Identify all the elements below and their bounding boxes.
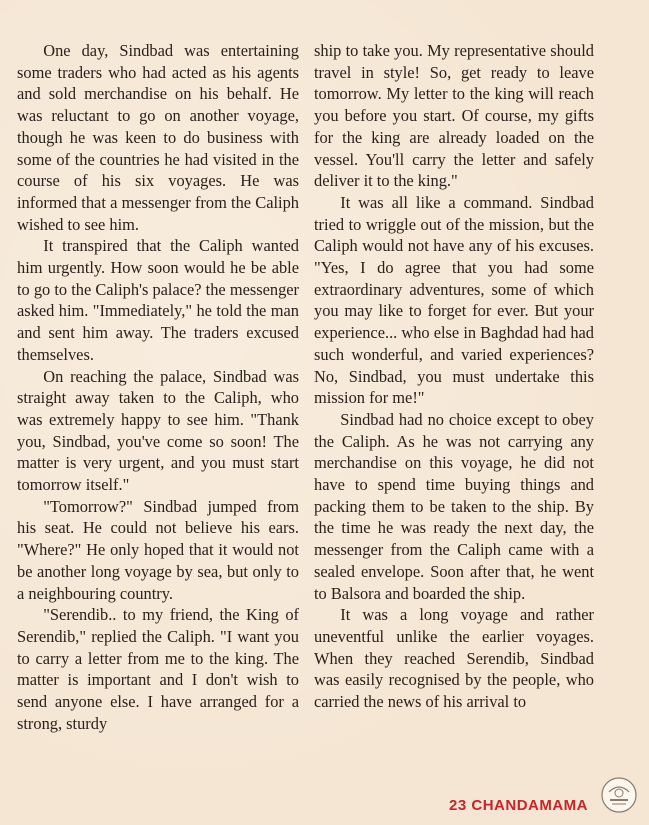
page-footer (449, 797, 588, 814)
paragraph: It was all like a command. Sindbad tried to wriggle out of the mission, but the Caliph would not have any of his excuses. "Yes, I do agree that you had some extraordinary adventures, some of which you may like to forget for ever. But your experience... who else in Baghdad had had such wonderful, and varied experiences? No, Sindbad, you must undertake this mission for me!" (314, 192, 594, 408)
paragraph: Sindbad had no choice except to obey the Caliph. As he was not carrying any merchandise on this voyage, he did not have to spend time buying things and packing them to be taken to the ship. By the time he was ready the next day, the messenger from the Caliph came with a sealed envelope. Soon after that, he went to Balsora and boarded the ship. (314, 409, 594, 603)
paragraph: One day, Sindbad was entertaining some traders who had acted as his agents and sold merchandise on his behalf. He was reluctant to go on another voyage, though he was keen to do business with some of the countries he had visited in the course of his six voyages. He was informed that a messenger from the Caliph wished to see him. (17, 41, 299, 234)
paragraph: ship to take you. My representative should travel in style! So, get ready to leave tomorrow. My letter to the king will reach you before you start. Of course, my gifts for the king are already loaded on the vessel. You'll carry the letter and safely deliver it to the king." (314, 41, 594, 191)
paragraph: It was a long voyage and rather uneventful unlike the earlier voyages. When they reached Serendib, Sindbad was easily recognised by the people, who carried the news of his arrival to (314, 605, 594, 712)
page-number: 23 (449, 797, 467, 814)
paragraph: "Tomorrow?" Sindbad jumped from his seat. He could not believe his ears. "Where?" He only hoped that it would not be another long voyage by sea, but only to a neighbouring country. (17, 496, 299, 603)
magazine-name: CHANDAMAMA (471, 797, 589, 814)
right-text-column (314, 40, 594, 713)
paragraph: "Serendib.. to my friend, the King of Serendib," replied the Caliph. "I want you to carry a letter from me to the king. The matter is important and I don't wish to send anyone else. I have arranged for a strong, sturdy (17, 605, 299, 733)
paragraph: On reaching the palace, Sindbad was straight away taken to the Caliph, who was extremely happy to see him. "Thank you, Sindbad, you've come so soon! The matter is very urgent, and you must start tomorrow itself." (17, 366, 299, 495)
paragraph: It transpired that the Caliph wanted him urgently. How soon would he be able to go to the Caliph's palace? the messenger asked him. "Immediately," he told the man and sent him away. The traders excused themselves. (17, 236, 299, 364)
chandamama-logo-icon (600, 776, 638, 814)
left-text-column (17, 40, 299, 735)
